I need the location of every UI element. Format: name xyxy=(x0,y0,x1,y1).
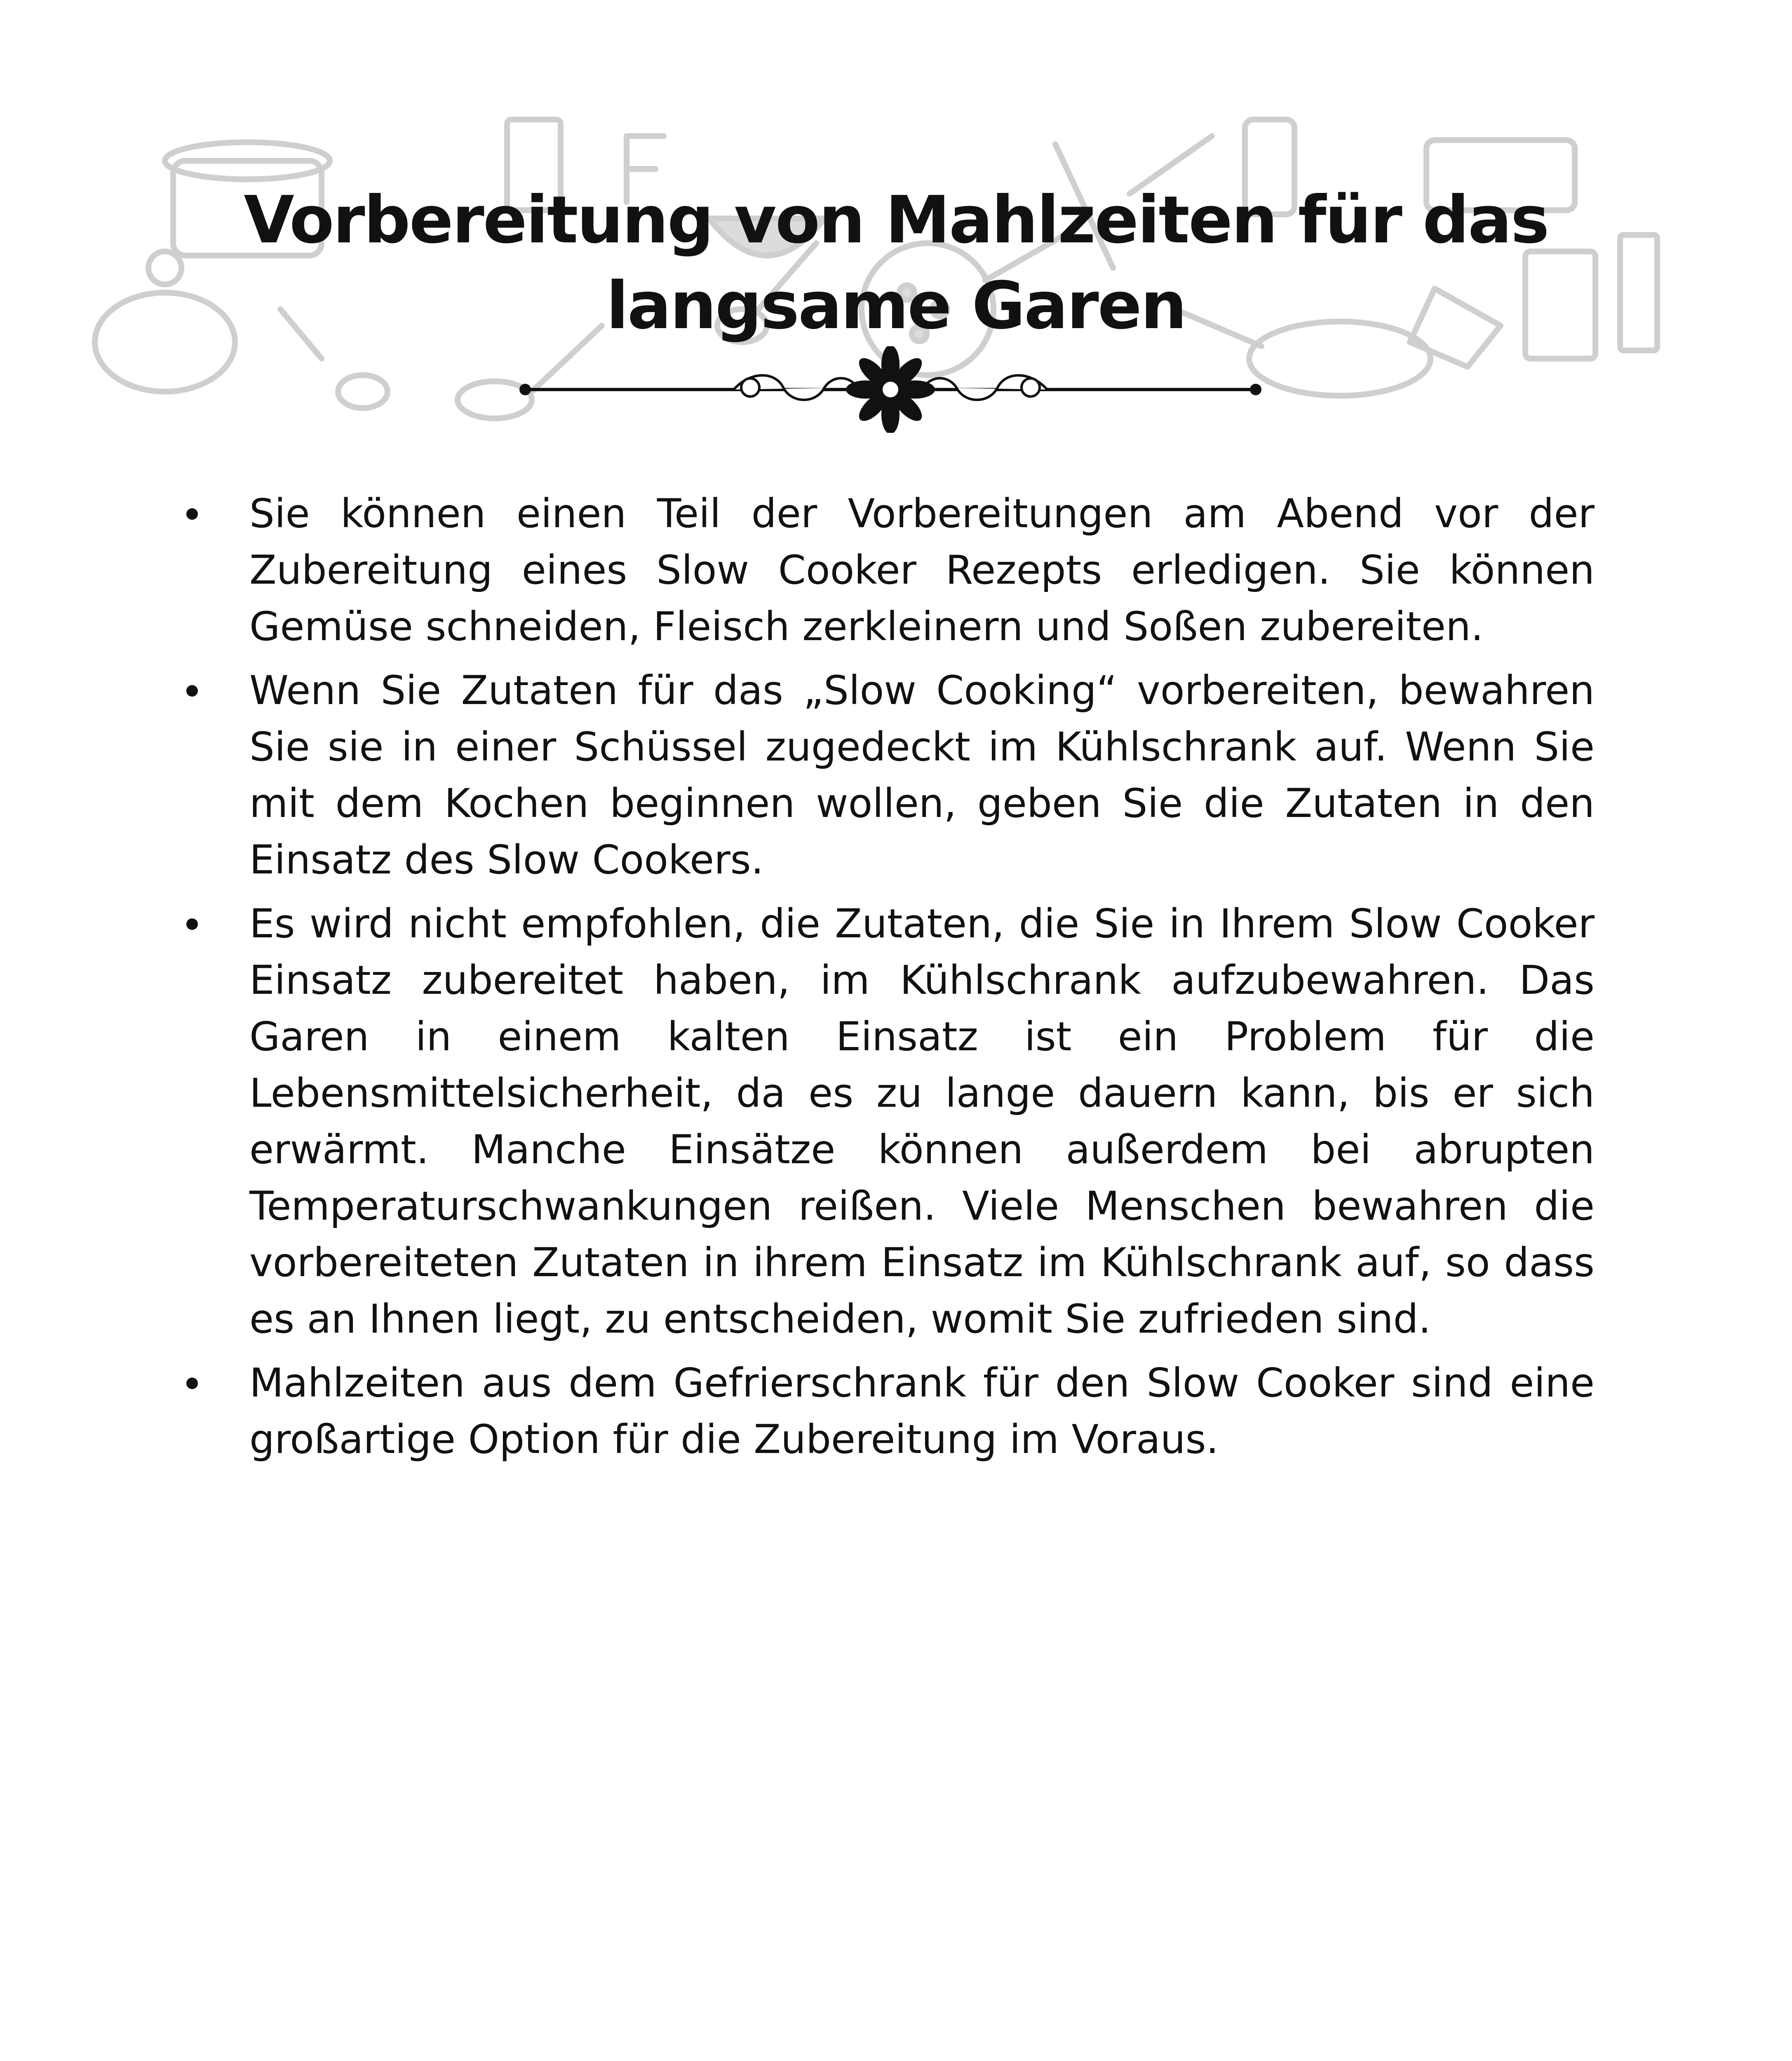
flourish-divider-icon xyxy=(519,346,1261,433)
list-item: Es wird nicht empfohlen, die Zutaten, die Sie in Ihrem Slow Cooker Einsatz zubereitet haben, im Kühlschrank aufzubewahren. Das Garen in einem kalten Einsatz ist ein Problem für die Lebensmittelsicherheit, da es zu lange dauern kann, bis er sich erwärmt. Manche Einsätze können außerdem bei abrupten Temperaturschwankungen reißen. Viele Menschen bewahren die vorbereiteten Zutaten in ihrem Einsatz im Kühlschrank auf, so dass es an Ihnen liegt, zu entscheiden, womit Sie zufrieden sind. xyxy=(173,896,1595,1347)
list-item: Mahlzeiten aus dem Gefrierschrank für den Slow Cooker sind eine großartige Option für die Zubereitung im Voraus. xyxy=(173,1355,1595,1468)
list-item: Wenn Sie Zutaten für das „Slow Cooking“ vorbereiten, bewahren Sie sie in einer Schüssel zugedeckt im Kühlschrank auf. Wenn Sie mit dem Kochen beginnen wollen, geben Sie die Zutaten in den Einsatz des Slow Cookers. xyxy=(173,662,1595,888)
list-item: Sie können einen Teil der Vorbereitungen am Abend vor der Zubereitung eines Slow Cooker Rezepts erledigen. Sie können Gemüse schneiden, Fleisch zerkleinern und Soßen zubereiten. xyxy=(173,486,1595,655)
page-title: Vorbereitung von Mahlzeiten für das langsame Garen xyxy=(244,182,1548,344)
bullet-list xyxy=(173,486,1595,1475)
